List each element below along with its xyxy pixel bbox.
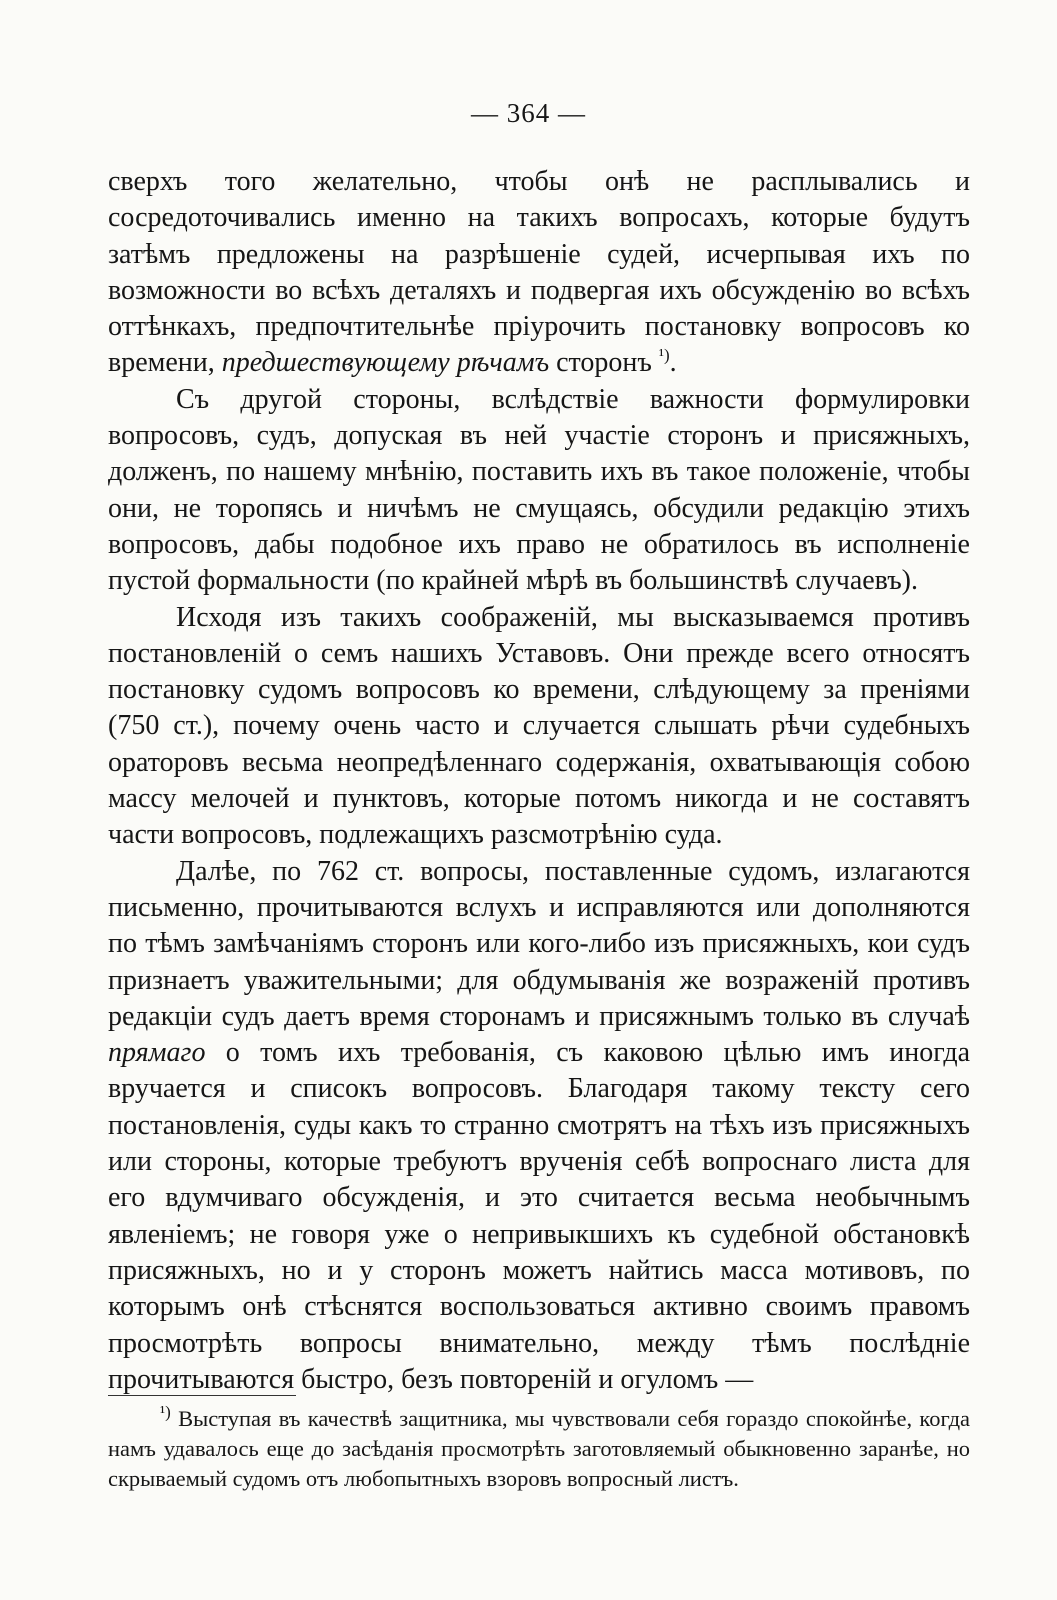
footnote-divider bbox=[108, 1395, 296, 1396]
paragraph-1-text: сверхъ того желательно, чтобы онѣ не расплывались и сосредоточивались именно на такихъ вопросахъ, которые будутъ затѣмъ предложены на разрѣшеніе судей, исчерпывая ихъ по возможности во всѣхъ деталяхъ и подвергая ихъ обсужденію во всѣхъ оттѣнкахъ, предпочтительнѣе пріурочить постановку вопросовъ ко времени, bbox=[108, 166, 970, 379]
footnote-1 bbox=[108, 1404, 970, 1494]
paragraph-2 bbox=[108, 382, 970, 600]
footnote-text: Выступая въ качествѣ защитника, мы чувствовали себя гораздо спокойнѣе, когда намъ удавалось еще до засѣданія просмотрѣть заготовляемый обыкновенно заранѣе, но скрываемый судомъ отъ любопытныхъ взоровъ вопросный листъ. bbox=[108, 1406, 970, 1491]
paragraph-3 bbox=[108, 600, 970, 854]
paragraph-3-text: Исходя изъ такихъ соображеній, мы высказываемся противъ постановленій о семъ нашихъ Уставовъ. Они прежде всего относятъ постановку судомъ вопросовъ ко времени, слѣдующему за преніями (750 ст.), почему очень часто и случается слышать рѣчи судебныхъ ораторовъ весьма неопредѣленнаго содержанія, охватывающія собою массу мелочей и пунктовъ, которые потомъ никогда и не составятъ части вопросовъ, подлежащихъ разсмотрѣнію суда. bbox=[108, 601, 970, 851]
italic-word: прямаго bbox=[108, 1037, 206, 1069]
paragraph-1-text-tail: сторонъ bbox=[549, 347, 659, 379]
paragraph-2-text: Съ другой стороны, вслѣдствіе важности формулировки вопросовъ, судъ, допуская въ ней участіе сторонъ и присяжныхъ, долженъ, по нашему мнѣнію, поставить ихъ въ такое положеніе, чтобы они, не торопясь и ничѣмъ не смущаясь, обсудили редакцію этихъ вопросовъ, дабы подобное ихъ право не обратилось въ исполненіе пустой формальности (по крайней мѣрѣ въ большинствѣ случаевъ). bbox=[108, 383, 970, 597]
paragraph-4-text-tail: о томъ ихъ требованія, съ каковою цѣлью имъ иногда вручается и списокъ вопросовъ. Благодаря такому тексту сего постановленія, суды какъ то странно смотрятъ на тѣхъ изъ присяжныхъ или стороны, которые требуютъ врученія себѣ вопроснаго листа для его вдумчиваго обсужденія, и это считается весьма необычнымъ явленіемъ; не говоря уже о непривыкшихъ къ судебной обстановкѣ присяжныхъ, но и у сторонъ можетъ найтись масса мотивовъ, по которымъ онѣ стѣснятся воспользоваться активно своимъ правомъ просмотрѣть вопросы внимательно, между тѣмъ послѣдніе прочитываются быстро, безъ повтореній и огуломъ — bbox=[108, 1037, 970, 1395]
footnotes bbox=[108, 1404, 970, 1494]
paragraph-1 bbox=[108, 164, 970, 382]
page-number: — 364 — bbox=[471, 98, 586, 128]
footnote-marker: ¹) bbox=[160, 1402, 171, 1422]
paragraph-4-text: Далѣе, по 762 ст. вопросы, поставленные судомъ, излагаются письменно, прочитываются вслухъ и исправляются или дополняются по тѣмъ замѣчаніямъ сторонъ или кого-либо изъ присяжныхъ, кои судъ признаетъ уважительными; для обдумыванія же возраженій противъ редакціи судъ даетъ время сторонамъ и присяжнымъ только въ случаѣ bbox=[108, 855, 970, 1032]
paragraph-4 bbox=[108, 854, 970, 1398]
paragraph-1-period: . bbox=[669, 347, 677, 379]
body-text bbox=[108, 164, 970, 1398]
italic-phrase: предшествующему рѣчамъ bbox=[221, 347, 550, 379]
footnote-reference: ¹) bbox=[658, 346, 670, 366]
